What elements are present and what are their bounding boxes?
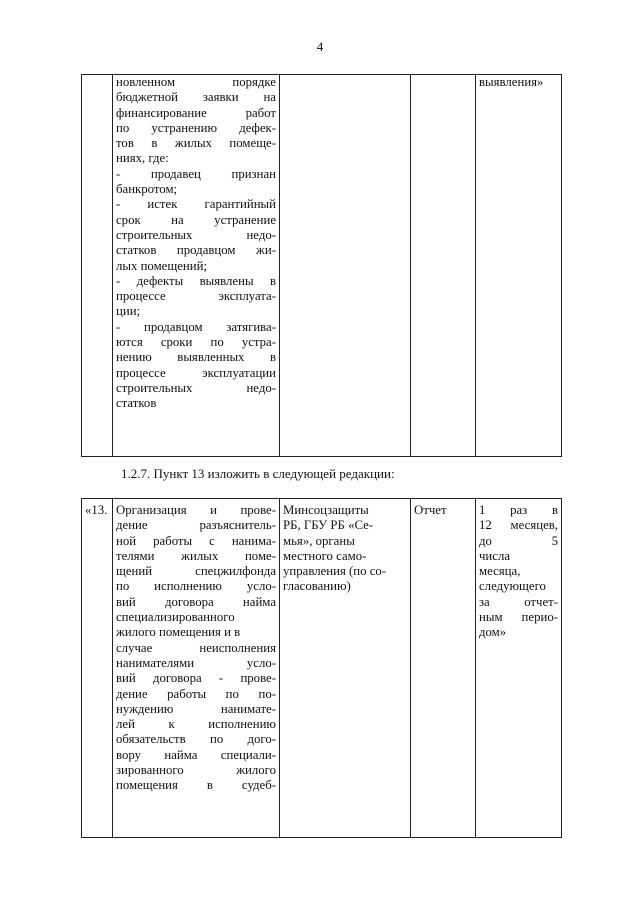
description-text bbox=[116, 503, 276, 794]
text-line: процессе эксплуата- bbox=[116, 289, 276, 304]
text-line: помещения в судеб- bbox=[116, 778, 276, 793]
form-cell bbox=[411, 499, 476, 838]
text-line: банкротом; bbox=[116, 182, 178, 197]
executor-cell bbox=[280, 75, 411, 457]
amendment-instruction: 1.2.7. Пункт 13 изложить в следующей редакции: bbox=[121, 466, 395, 481]
description-cell bbox=[113, 499, 280, 838]
executor-cell bbox=[280, 499, 411, 838]
text-line: Организация и прове- bbox=[116, 503, 276, 517]
text-line: вору найма специали- bbox=[116, 747, 276, 762]
text-line: зированного жилого bbox=[116, 763, 276, 778]
text-line: дом» bbox=[479, 625, 507, 640]
text-line: следующего bbox=[479, 579, 546, 594]
text-line: лых помещений; bbox=[116, 258, 207, 273]
number-cell bbox=[82, 499, 113, 838]
text-line: за отчет- bbox=[479, 594, 558, 609]
text-line: ются сроки по устра- bbox=[116, 335, 276, 350]
table-row bbox=[82, 75, 562, 457]
text-line: жилого помещения и в bbox=[116, 625, 241, 640]
text-line: РБ, ГБУ РБ «Се- bbox=[283, 518, 374, 533]
number-cell bbox=[82, 75, 113, 457]
text-line: 12 месяцев, bbox=[479, 518, 558, 533]
text-line: вий договора найма bbox=[116, 594, 276, 609]
executor-text bbox=[283, 503, 407, 595]
text-line: местного само- bbox=[283, 548, 367, 563]
text-line: тов в жилых помеще- bbox=[116, 136, 276, 151]
text-line: - истек гарантийный bbox=[116, 197, 276, 212]
text-line: строительных недо- bbox=[116, 380, 276, 395]
page-number: 4 bbox=[316, 39, 324, 54]
measures-table-continuation bbox=[81, 74, 562, 457]
item-number: «13. bbox=[85, 503, 108, 517]
text-line: бюджетной заявки на bbox=[116, 90, 276, 105]
table-row bbox=[82, 499, 562, 838]
text-line: ным перио- bbox=[479, 610, 558, 625]
text-line: телями жилых поме- bbox=[116, 548, 276, 563]
description-cell bbox=[113, 75, 280, 457]
text-line: ниях, где: bbox=[116, 151, 169, 166]
text-line: управления (по со- bbox=[283, 564, 387, 579]
text-line: нанимателями усло- bbox=[116, 655, 276, 670]
text-line: числа bbox=[479, 548, 511, 563]
text-line: нуждению нанимате- bbox=[116, 701, 276, 716]
text-line: вий договора - прове- bbox=[116, 671, 276, 686]
text-line: статков bbox=[116, 396, 157, 411]
text-line: лей к исполнению bbox=[116, 717, 276, 732]
text-line: по исполнению усло- bbox=[116, 579, 276, 594]
text-line: финансирование работ bbox=[116, 105, 276, 120]
text-line: дение работы по по- bbox=[116, 686, 276, 701]
deadline-text: выявления» bbox=[479, 75, 544, 89]
text-line: статков продавцом жи- bbox=[116, 243, 276, 258]
form-cell bbox=[411, 75, 476, 457]
text-line: строительных недо- bbox=[116, 227, 276, 242]
text-line: процессе эксплуатации bbox=[116, 365, 276, 380]
text-line: гласованию) bbox=[283, 579, 351, 594]
text-line: срок на устранение bbox=[116, 212, 276, 227]
text-line: Минсоцзащиты bbox=[283, 503, 369, 517]
text-line: нению выявленных в bbox=[116, 350, 276, 365]
text-line: щений спецжилфонда bbox=[116, 564, 276, 579]
text-line: ной работы с нанима- bbox=[116, 533, 276, 548]
text-line: дение разъяснитель- bbox=[116, 518, 276, 533]
text-line: по устранению дефек- bbox=[116, 120, 276, 135]
text-line: специализированного bbox=[116, 610, 235, 625]
text-line: новленном порядке bbox=[116, 75, 276, 89]
text-line: обязательств по дого- bbox=[116, 732, 276, 747]
deadline-cell bbox=[476, 75, 562, 457]
text-line: месяца, bbox=[479, 564, 521, 579]
text-line: - продавец признан bbox=[116, 166, 276, 181]
deadline-cell bbox=[476, 499, 562, 838]
text-line: - продавцом затягива- bbox=[116, 319, 276, 334]
text-line: - дефекты выявлены в bbox=[116, 273, 276, 288]
report-form: Отчет bbox=[414, 503, 447, 517]
description-text bbox=[116, 75, 276, 412]
deadline-text bbox=[479, 503, 558, 641]
text-line: мья», органы bbox=[283, 533, 355, 548]
text-line: случае неисполнения bbox=[116, 640, 276, 655]
text-line: ции; bbox=[116, 304, 141, 319]
text-line: до 5 bbox=[479, 533, 558, 548]
text-line: 1 раз в bbox=[479, 503, 558, 517]
measures-table-item-13 bbox=[81, 498, 562, 838]
